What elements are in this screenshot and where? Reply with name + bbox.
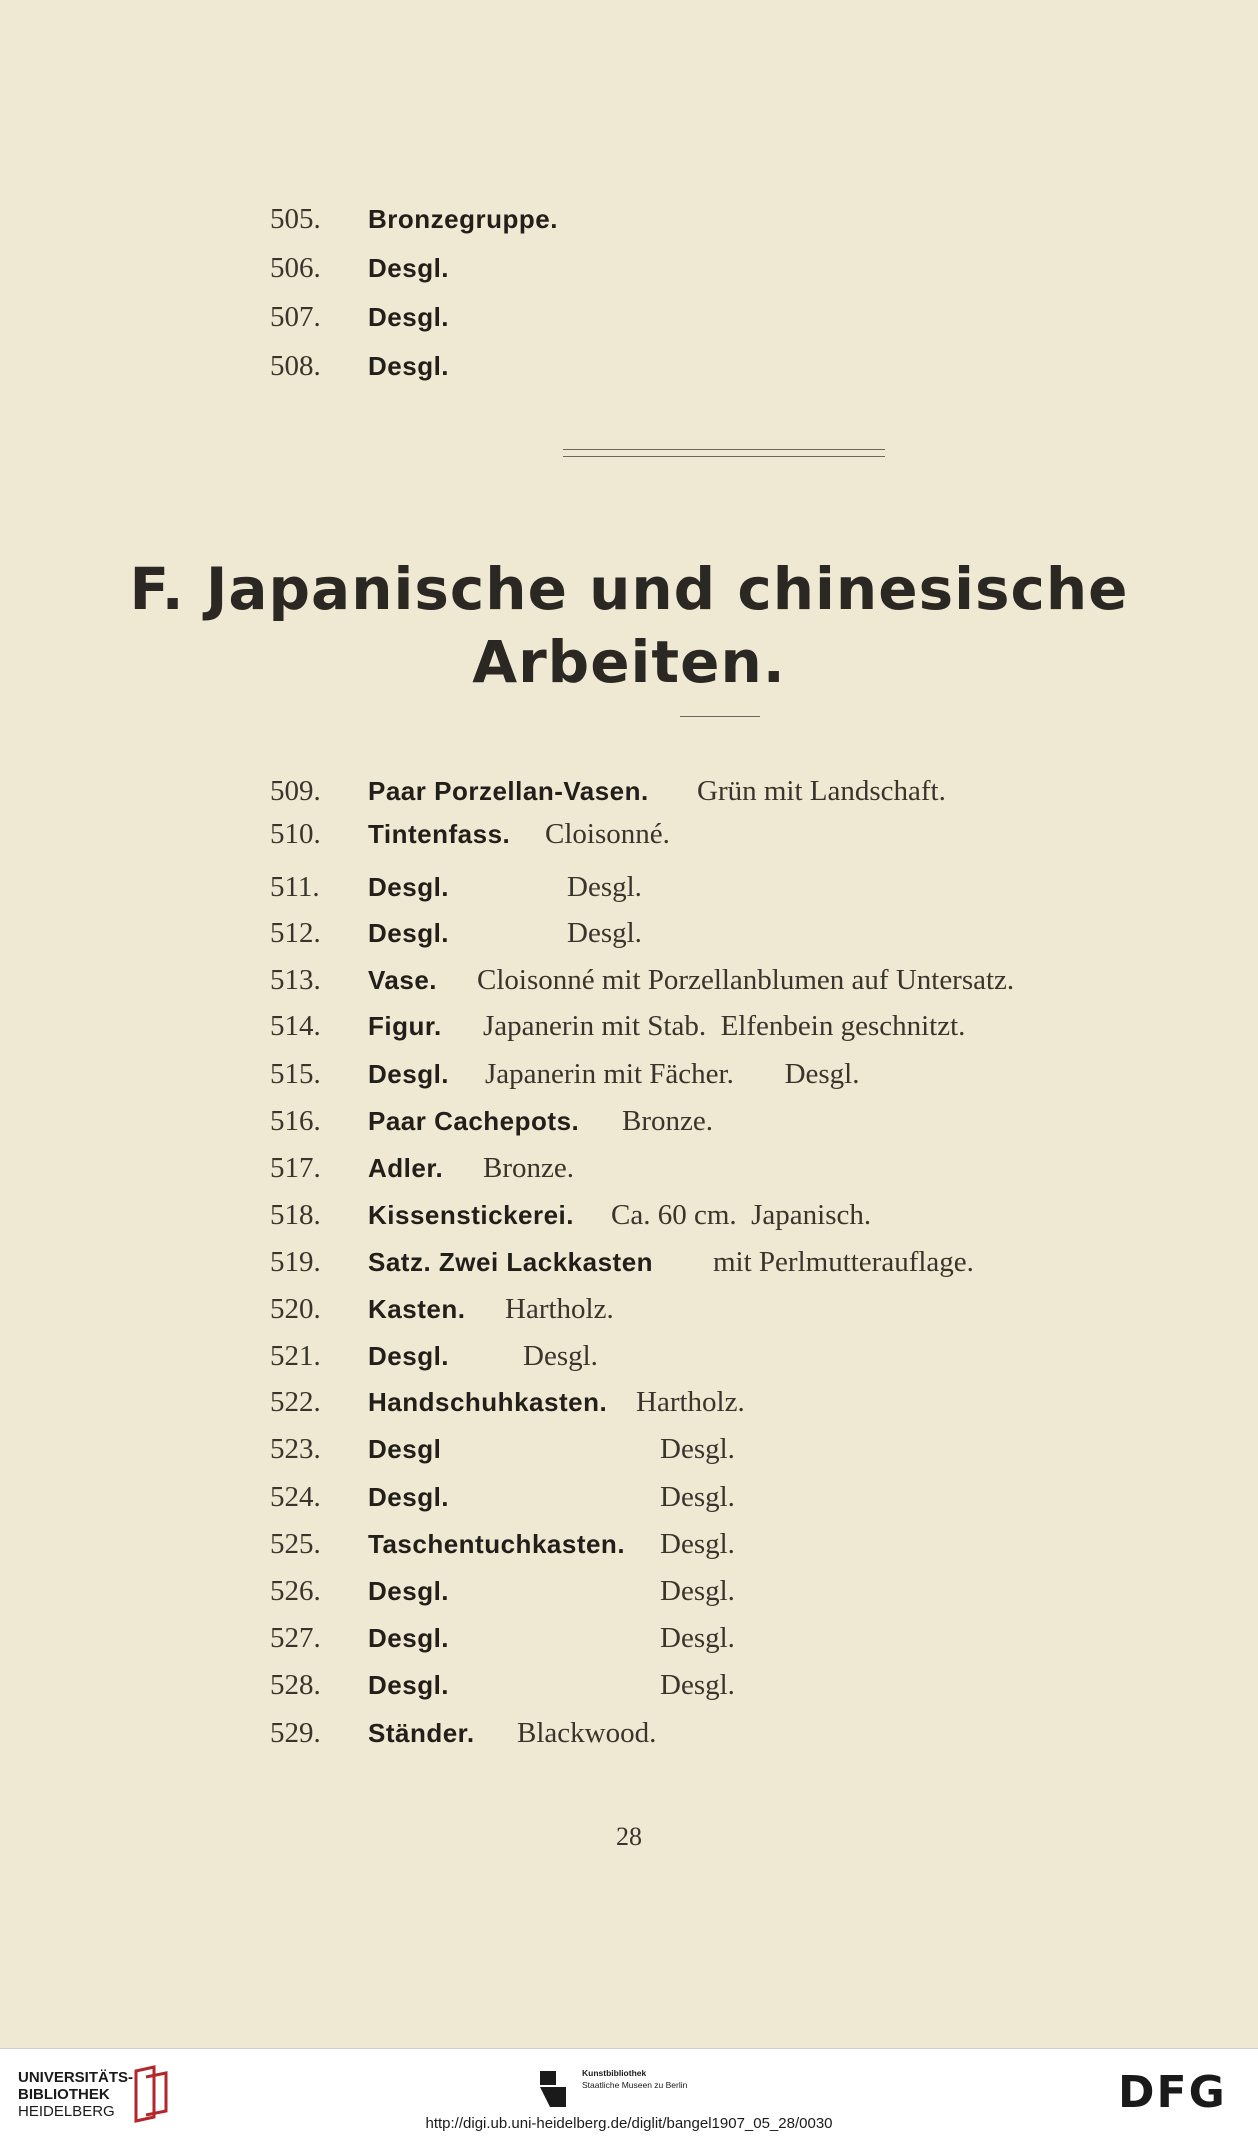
entry-title: Desgl.: [368, 1059, 450, 1089]
list-item: [0, 1101, 1258, 1141]
list-item: [0, 913, 1258, 953]
entry-number: 514.: [270, 1010, 321, 1042]
heading-underline: [680, 716, 760, 717]
list-item: [0, 1713, 1258, 1753]
list-item: [0, 1618, 1258, 1658]
entry-number: 505.: [270, 203, 321, 235]
entry-number: 527.: [270, 1622, 321, 1654]
entry-description: Blackwood.: [517, 1717, 657, 1749]
entry-description: Hartholz.: [636, 1386, 745, 1418]
entry-title: Desgl.: [368, 872, 450, 902]
entry-description: Hartholz.: [505, 1293, 614, 1325]
entry-number: 506.: [270, 252, 321, 284]
library-name-line2: BIBLIOTHEK: [18, 2086, 110, 2103]
list-item: [0, 1524, 1258, 1564]
entry-number: 518.: [270, 1199, 321, 1231]
entry-title: Desgl.: [368, 1623, 450, 1653]
library-name[interactable]: [18, 2069, 133, 2120]
list-item: [0, 1571, 1258, 1611]
entry-title: Desgl: [368, 1434, 442, 1464]
entry-number: 510.: [270, 818, 321, 850]
entry-number: 511.: [270, 871, 320, 903]
digitization-footer: [0, 2048, 1258, 2138]
entry-number: 524.: [270, 1481, 321, 1513]
entry-number: 523.: [270, 1433, 321, 1465]
list-item: [0, 1054, 1258, 1094]
entry-description: Desgl.: [660, 1622, 735, 1654]
entry-description: Cloisonné.: [545, 818, 670, 850]
entry-number: 515.: [270, 1058, 321, 1090]
entry-description: Ca. 60 cm. Japanisch.: [611, 1199, 872, 1231]
entry-title: Desgl.: [368, 1341, 450, 1371]
entry-number: 517.: [270, 1152, 321, 1184]
list-item: [0, 771, 1258, 811]
entry-title: Desgl.: [368, 302, 450, 332]
entry-number: 516.: [270, 1105, 321, 1137]
library-name-line1: UNIVERSITÄTS-: [18, 2069, 134, 2086]
entry-number: 509.: [270, 775, 321, 807]
entry-title: Kasten.: [368, 1294, 466, 1324]
list-item: [0, 199, 1258, 239]
entry-number: 521.: [270, 1340, 321, 1372]
entry-description: Desgl.: [660, 1433, 735, 1465]
entry-number: 525.: [270, 1528, 321, 1560]
entry-title: Desgl.: [368, 253, 450, 283]
entry-number: 526.: [270, 1575, 321, 1607]
entry-description: Japanerin mit Stab. Elfenbein geschnitzt.: [483, 1010, 966, 1042]
entry-title: Figur.: [368, 1011, 442, 1041]
list-item: [0, 1289, 1258, 1329]
entry-description: Desgl.: [567, 917, 642, 949]
entry-description: Desgl.: [660, 1481, 735, 1513]
kb-name-line2: Staatliche Museen zu Berlin: [582, 2080, 688, 2090]
entry-title: Ständer.: [368, 1718, 475, 1748]
dfg-logo[interactable]: DFG: [1118, 2067, 1227, 2118]
entry-title: Desgl.: [368, 1482, 450, 1512]
entry-description: Grün mit Landschaft.: [697, 775, 946, 807]
entry-description: Desgl.: [660, 1575, 735, 1607]
entry-description: Desgl.: [660, 1669, 735, 1701]
entry-number: 507.: [270, 301, 321, 333]
entry-title: Satz. Zwei Lackkasten: [368, 1247, 654, 1277]
entry-title: Vase.: [368, 965, 438, 995]
entry-number: 512.: [270, 917, 321, 949]
list-item: [0, 1006, 1258, 1046]
entry-description: mit Perlmutterauflage.: [713, 1246, 974, 1278]
entry-number: 520.: [270, 1293, 321, 1325]
list-item: [0, 1148, 1258, 1188]
entry-number: 519.: [270, 1246, 321, 1278]
list-item: [0, 1336, 1258, 1376]
entry-number: 508.: [270, 350, 321, 382]
entry-number: 522.: [270, 1386, 321, 1418]
list-item: [0, 1195, 1258, 1235]
entry-description: Cloisonné mit Porzellanblumen auf Untersatz.: [477, 964, 1015, 996]
entry-description: Bronze.: [622, 1105, 713, 1137]
entry-title: Taschentuchkasten.: [368, 1529, 626, 1559]
entry-description: Desgl.: [660, 1528, 735, 1560]
list-item: [0, 1477, 1258, 1517]
entry-description: Desgl.: [567, 871, 642, 903]
list-item: [0, 1665, 1258, 1705]
list-item: [0, 960, 1258, 1000]
section-divider: [563, 449, 885, 457]
entry-title: Kissenstickerei.: [368, 1200, 575, 1230]
entry-title: Bronzegruppe.: [368, 204, 558, 234]
list-item: [0, 297, 1258, 337]
list-item: [0, 814, 1258, 854]
entry-title: Handschuhkasten.: [368, 1387, 608, 1417]
entry-title: Desgl.: [368, 351, 450, 381]
list-item: [0, 867, 1258, 907]
page-number: 28: [616, 1822, 642, 1851]
list-item: [0, 1429, 1258, 1469]
list-item: [0, 248, 1258, 288]
list-item: [0, 346, 1258, 386]
list-item: [0, 1382, 1258, 1422]
kunstbibliothek-name[interactable]: [582, 2067, 687, 2091]
entry-title: Paar Porzellan-Vasen.: [368, 776, 649, 806]
entry-title: Adler.: [368, 1153, 444, 1183]
kb-name-line1: Kunstbibliothek: [582, 2068, 647, 2078]
list-item: [0, 1242, 1258, 1282]
entry-description: Japanerin mit Fächer. Desgl.: [485, 1058, 860, 1090]
entry-title: Desgl.: [368, 918, 450, 948]
library-name-line3: HEIDELBERG: [18, 2103, 115, 2120]
entry-title: Paar Cachepots.: [368, 1106, 580, 1136]
entry-title: Desgl.: [368, 1670, 450, 1700]
entry-number: 528.: [270, 1669, 321, 1701]
permalink-url[interactable]: http://digi.ub.uni-heidelberg.de/diglit/bangel1907_05_28/0030: [425, 2115, 833, 2132]
section-heading-line1: F. Japanische und chinesische: [129, 555, 1129, 623]
entry-description: Bronze.: [483, 1152, 574, 1184]
entry-number: 513.: [270, 964, 321, 996]
section-heading-line2: Arbeiten.: [472, 628, 786, 696]
kunstbibliothek-logo-icon[interactable]: [536, 2069, 572, 2109]
entry-title: Desgl.: [368, 1576, 450, 1606]
entry-description: Desgl.: [523, 1340, 598, 1372]
entry-title: Tintenfass.: [368, 819, 511, 849]
entry-number: 529.: [270, 1717, 321, 1749]
